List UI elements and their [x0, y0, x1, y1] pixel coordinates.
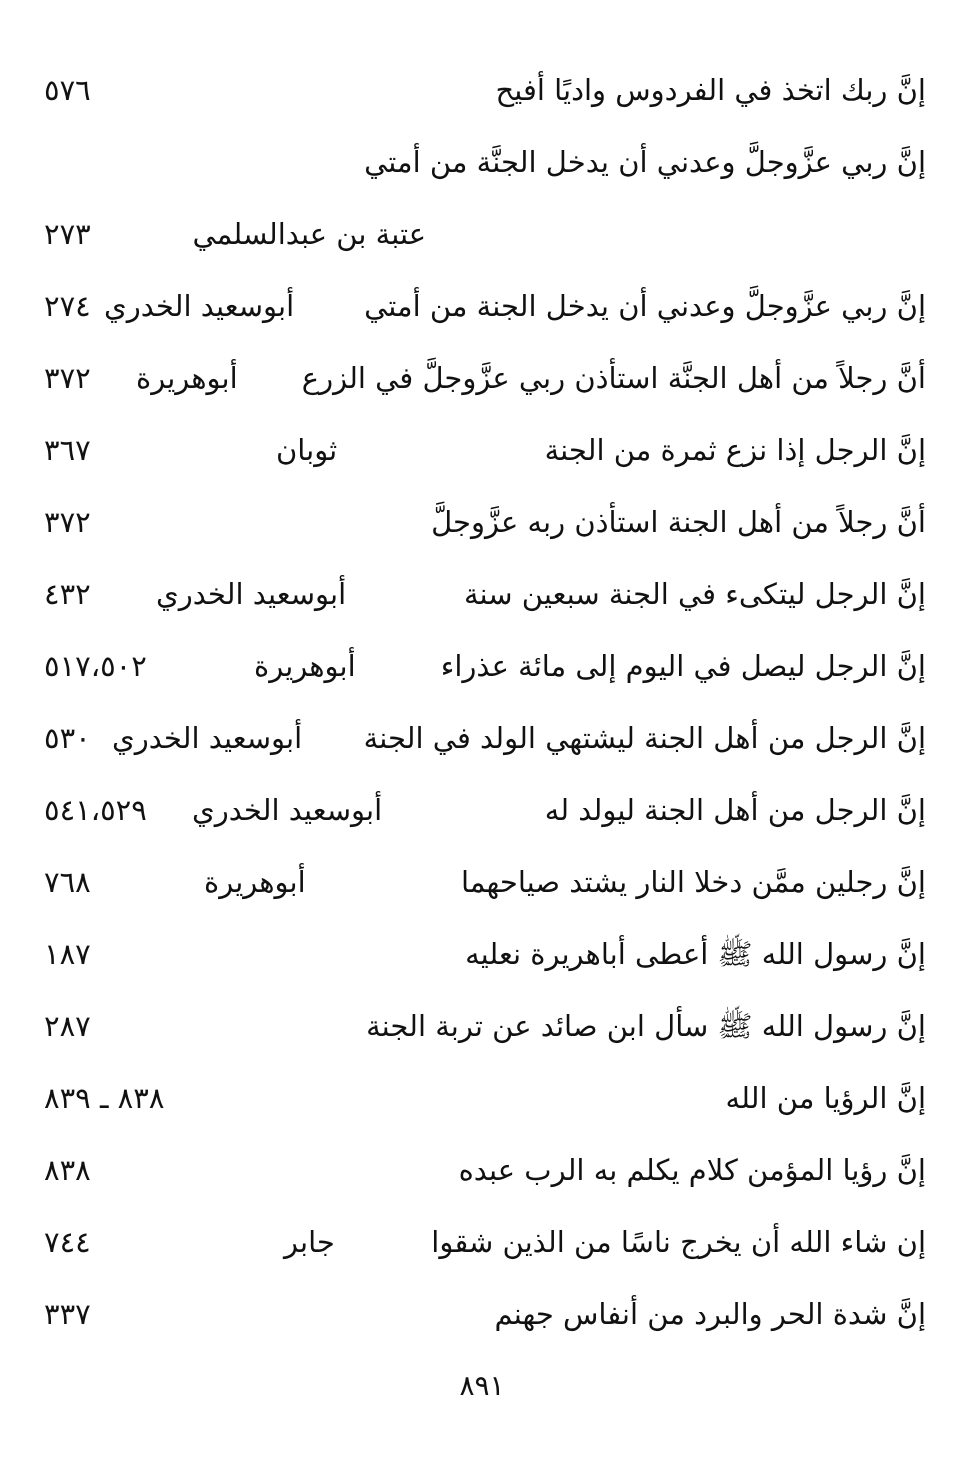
hadith-text: إنَّ ربك اتخذ في الفردوس واديًا أفيح	[495, 73, 926, 107]
index-entry	[44, 346, 926, 410]
page-reference: ٧٤٤	[44, 1225, 91, 1259]
page-reference: ٥٧٦	[44, 73, 91, 107]
narrator-name: أبوهريرة	[204, 865, 306, 899]
index-entry	[44, 1066, 926, 1130]
hadith-text: أنَّ رجلاً من أهل الجنَّة استأذن ربي عزَّوجلَّ في الزرع	[301, 361, 926, 395]
index-entry	[44, 778, 926, 842]
index-entry	[44, 850, 926, 914]
page-reference: ٢٨٧	[44, 1009, 91, 1043]
narrator-name: أبوسعيد الخدري	[104, 289, 295, 323]
hadith-text: إنَّ الرجل من أهل الجنة ليشتهي الولد في الجنة	[363, 721, 926, 755]
index-entry	[44, 1282, 926, 1346]
page-reference: ٥٤١،٥٢٩	[44, 793, 147, 827]
hadith-text: إن شاء الله أن يخرج ناسًا من الذين شقوا	[431, 1225, 926, 1259]
narrator-name: ثوبان	[276, 433, 338, 467]
page-reference: ٣٦٧	[44, 433, 91, 467]
page-reference: ٨٣٨ ـ ٨٣٩	[44, 1081, 165, 1115]
hadith-text: إنَّ رجلين ممَّن دخلا النار يشتد صياحهما	[460, 865, 926, 899]
page-reference: ١٨٧	[44, 937, 91, 971]
hadith-text: إنَّ ربي عزَّوجلَّ وعدني أن يدخل الجنة من أمتي	[364, 289, 926, 323]
index-entry	[44, 994, 926, 1058]
narrator-name: جابر	[284, 1225, 335, 1259]
page-reference: ٣٧٢	[44, 505, 91, 539]
hadith-text: إنَّ ربي عزَّوجلَّ وعدني أن يدخل الجنَّة من أمتي	[364, 145, 926, 179]
hadith-text: إنَّ الرجل إذا نزع ثمرة من الجنة	[544, 433, 926, 467]
index-entry	[44, 922, 926, 986]
index-entry	[44, 418, 926, 482]
hadith-text: إنَّ الرجل ليصل في اليوم إلى مائة عذراء	[440, 649, 926, 683]
hadith-text: إنَّ الرجل من أهل الجنة ليولد له	[544, 793, 926, 827]
page-reference: ٣٧٢	[44, 361, 91, 395]
index-entry	[44, 490, 926, 554]
narrator-name: أبوسعيد الخدري	[112, 721, 303, 755]
page-number: ٨٩١	[459, 1369, 505, 1402]
index-entry	[44, 130, 926, 194]
page-reference: ٢٧٤	[44, 289, 91, 323]
narrator-name: أبوسعيد الخدري	[192, 793, 383, 827]
index-entry	[44, 1210, 926, 1274]
page-reference: ٧٦٨	[44, 865, 91, 899]
index-entry	[44, 274, 926, 338]
narrator-name: أبوهريرة	[254, 649, 356, 683]
narrator-name: أبوهريرة	[136, 361, 238, 395]
page-reference: ٢٧٣	[44, 217, 91, 251]
hadith-text: إنَّ شدة الحر والبرد من أنفاس جهنم	[494, 1297, 926, 1331]
hadith-text: إنَّ رسول الله ﷺ سأل ابن صائد عن تربة الجنة	[366, 1009, 926, 1043]
index-entry	[44, 58, 926, 122]
index-entry	[44, 706, 926, 770]
page-reference: ٤٣٢	[44, 577, 91, 611]
hadith-text: إنَّ الرجل ليتكىء في الجنة سبعين سنة	[463, 577, 926, 611]
hadith-text: إنَّ الرؤيا من الله	[725, 1081, 926, 1115]
index-entry	[44, 634, 926, 698]
narrator-name: أبوسعيد الخدري	[156, 577, 347, 611]
page-reference: ٣٣٧	[44, 1297, 91, 1331]
hadith-text: أنَّ رجلاً من أهل الجنة استأذن ربه عزَّوجلَّ	[431, 505, 926, 539]
page-reference: ٥١٧،٥٠٢	[44, 649, 147, 683]
index-entry	[44, 562, 926, 626]
page-reference: ٨٣٨	[44, 1153, 91, 1187]
page-reference: ٥٣٠	[44, 721, 91, 755]
hadith-text: إنَّ رسول الله ﷺ أعطى أباهريرة نعليه	[465, 937, 926, 971]
index-entry	[44, 202, 926, 266]
index-entry	[44, 1138, 926, 1202]
hadith-text: إنَّ رؤيا المؤمن كلام يكلم به الرب عبده	[458, 1153, 926, 1187]
narrator-name: عتبة بن عبدالسلمي	[192, 217, 426, 251]
